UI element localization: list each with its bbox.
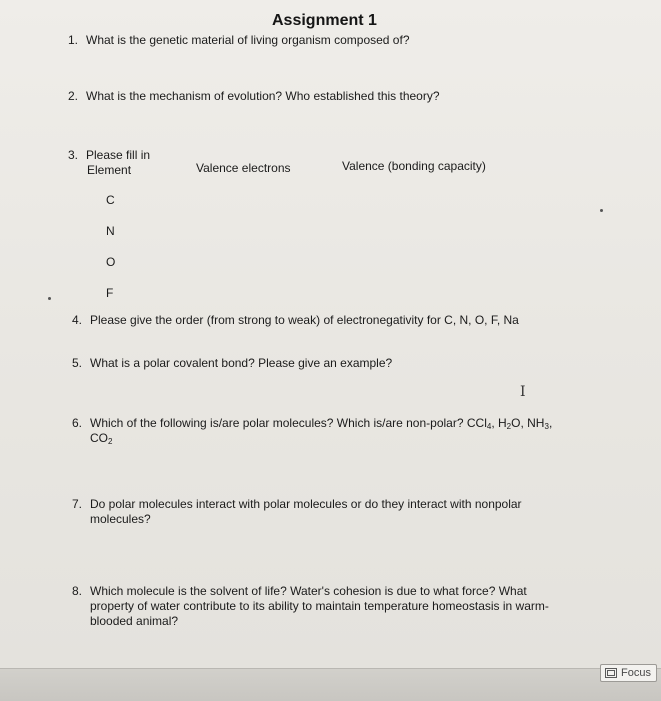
question-text: What is the mechanism of evolution? Who established this theory? (86, 89, 440, 103)
question-text: What is a polar covalent bond? Please give an example? (90, 356, 393, 370)
element-oxygen: O (106, 255, 116, 269)
question-text: Which of the following is/are polar molecules? Which is/are non-polar? CCl$_4$, $H_2O$, $NH_3$, (90, 416, 553, 431)
question-text: Which molecule is the solvent of life? Water's cohesion is due to what force? What property of water contribute to its ability to maintain temperature homeostasis in warm-blooded animal? (90, 584, 549, 628)
question-text: What is the genetic material of living organism composed of? (86, 33, 410, 47)
question-number: 8. (72, 584, 83, 598)
stray-mark (48, 297, 51, 300)
question-number: 5. (72, 356, 83, 370)
question-number: 2. (68, 89, 79, 103)
molecule-ccl4: CCl$_4$, (466, 416, 495, 431)
focus-button[interactable] (600, 664, 657, 682)
molecule-h2o: $H_2O$, (498, 416, 524, 431)
focus-label: Focus (621, 667, 651, 679)
stray-mark (600, 209, 603, 212)
element-nitrogen: N (106, 224, 115, 238)
molecule-co2: $CO_2$ (90, 431, 113, 446)
text-cursor-icon: I (520, 384, 526, 400)
question-6 (72, 416, 632, 450)
page-title: Assignment 1 (272, 12, 377, 29)
column-header-valence-electrons: Valence electrons (196, 161, 291, 175)
element-fluorine: F (106, 286, 114, 300)
question-number: 1. (68, 33, 79, 47)
column-header-element: Element (87, 163, 132, 177)
question-number: 7. (72, 497, 83, 511)
focus-icon (605, 668, 617, 678)
question-number: 3. (68, 148, 79, 162)
question-text: Please fill in (86, 148, 151, 162)
element-carbon: C (106, 193, 115, 207)
question-number: 6. (72, 416, 83, 430)
molecule-nh3: $NH_3$, (527, 416, 553, 431)
question-number: 4. (72, 313, 83, 327)
question-text: Please give the order (from strong to weak) of electronegativity for C, N, O, F, Na (90, 313, 519, 327)
question-text: Do polar molecules interact with polar molecules or do they interact with nonpolar molecules? (90, 497, 522, 526)
footer-bar (0, 668, 661, 701)
column-header-bonding-capacity: Valence (bonding capacity) (342, 159, 486, 173)
